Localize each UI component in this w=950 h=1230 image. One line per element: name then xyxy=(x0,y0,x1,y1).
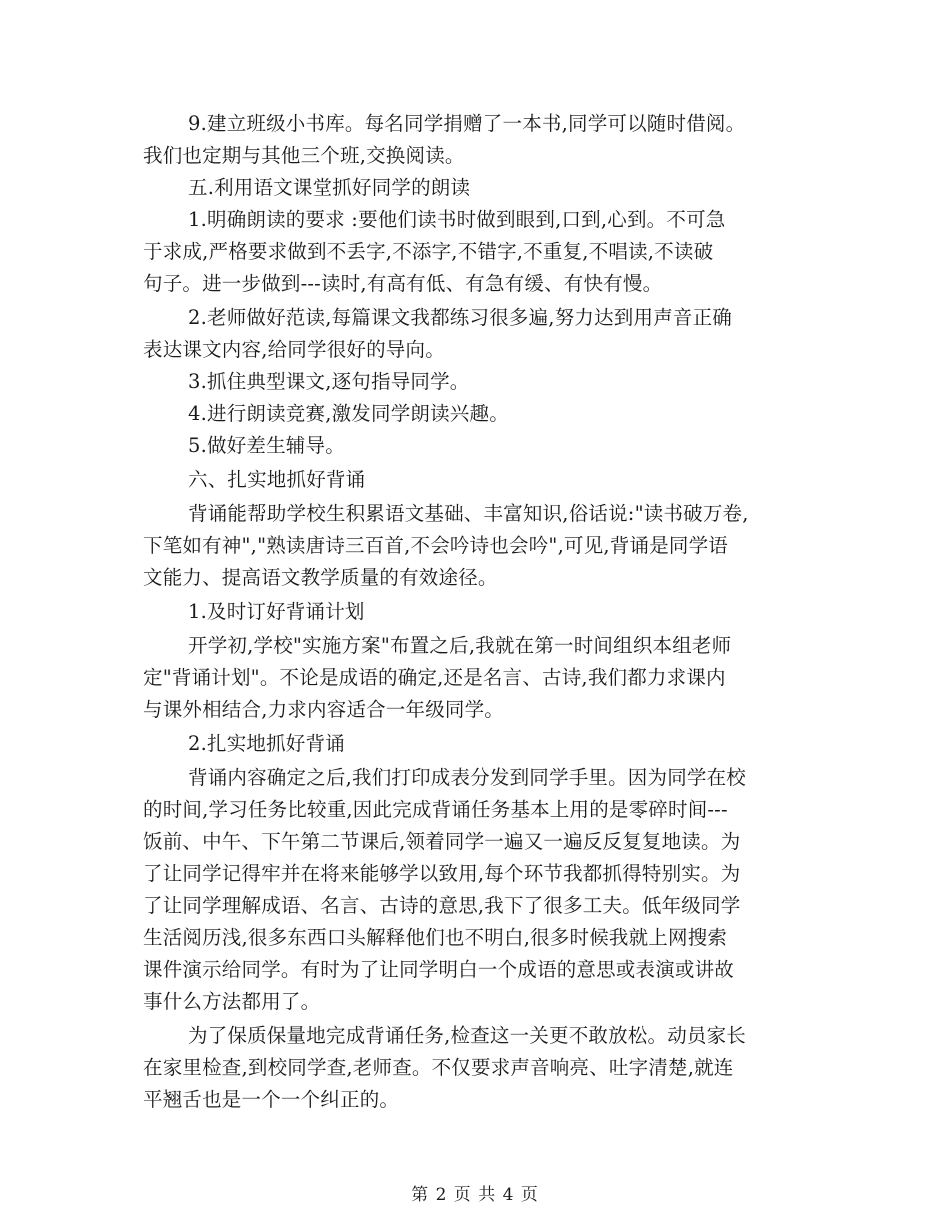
text-line: 开学初,学校"实施方案"布置之后,我就在第一时间组织本组老师 xyxy=(188,634,732,657)
text-line: 我们也定期与其他三个班,交换阅读。 xyxy=(143,144,465,167)
section-heading: 六、扎实地抓好背诵 xyxy=(188,468,366,491)
text-line: 在家里检查,到校同学查,老师查。不仅要求声音响亮、吐字清楚,就连 xyxy=(143,1056,734,1079)
text-line: 背诵能帮助学校生积累语文基础、丰富知识,俗话说:"读书破万卷, xyxy=(188,502,749,525)
text-line: 9.建立班级小书库。每名同学捐赠了一本书,同学可以随时借阅。 xyxy=(188,112,746,135)
text-line: 了让同学记得牢并在将来能够学以致用,每个环节我都抓得特别实。为 xyxy=(143,862,741,885)
page-number: 第 2 页 共 4 页 xyxy=(411,1185,539,1205)
text-line: 事什么方法都用了。 xyxy=(143,990,321,1013)
text-line: 了让同学理解成语、名言、古诗的意思,我下了很多工夫。低年级同学 xyxy=(143,894,741,917)
text-line: 的时间,学习任务比较重,因此完成背诵任务基本上用的是零碎时间--- xyxy=(143,798,728,821)
text-line: 表达课文内容,给同学很好的导向。 xyxy=(143,338,445,361)
text-line: 于求成,严格要求做到不丢字,不添字,不错字,不重复,不唱读,不读破 xyxy=(143,240,714,263)
text-line: 与课外相结合,力求内容适合一年级同学。 xyxy=(143,698,504,721)
text-line: 2.老师做好范读,每篇课文我都练习很多遍,努力达到用声音正确 xyxy=(188,306,733,329)
text-line: 背诵内容确定之后,我们打印成表分发到同学手里。因为同学在校 xyxy=(188,766,746,789)
section-heading: 五.利用语文课堂抓好同学的朗读 xyxy=(188,176,471,199)
text-line: 下笔如有神","熟读唐诗三百首,不会吟诗也会吟",可见,背诵是同学语 xyxy=(143,534,729,557)
text-line: 4.进行朗读竞赛,激发同学朗读兴趣。 xyxy=(188,402,509,425)
text-line: 生活阅历浅,很多东西口头解释他们也不明白,很多时候我就上网搜索 xyxy=(143,926,728,949)
text-line: 饭前、中午、下午第二节课后,领着同学一遍又一遍反反复复地读。为 xyxy=(143,830,741,853)
text-line: 课件演示给同学。有时为了让同学明白一个成语的意思或表演或讲故 xyxy=(143,958,735,981)
subsection-heading: 2.扎实地抓好背诵 xyxy=(188,732,345,755)
text-line: 定"背诵计划"。不论是成语的确定,还是名言、古诗,我们都力求课内 xyxy=(143,666,726,689)
text-line: 为了保质保量地完成背诵任务,检查这一关更不敢放松。动员家长 xyxy=(188,1024,746,1047)
text-line: 平翘舌也是一个一个纠正的。 xyxy=(143,1088,400,1111)
text-line: 3.抓住典型课文,逐句指导同学。 xyxy=(188,370,470,393)
text-line: 文能力、提高语文教学质量的有效途径。 xyxy=(143,566,498,589)
text-line: 1.明确朗读的要求 :要他们读书时做到眼到,口到,心到。不可急 xyxy=(188,208,726,231)
text-line: 5.做好差生辅导。 xyxy=(188,434,345,457)
subsection-heading: 1.及时订好背诵计划 xyxy=(188,600,365,623)
text-line: 句子。进一步做到---读时,有高有低、有急有缓、有快有慢。 xyxy=(143,272,663,295)
